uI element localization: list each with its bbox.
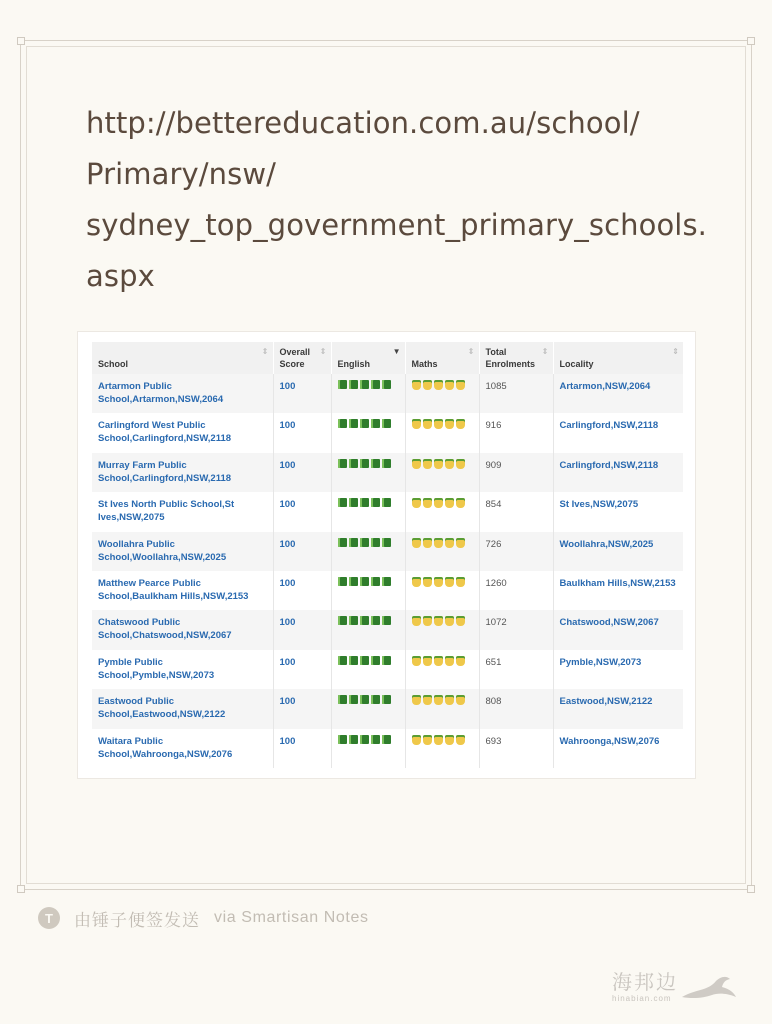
book-icon [338,577,347,586]
apple-icon [456,695,465,705]
book-icon [338,616,347,625]
school-cell[interactable] [92,610,273,649]
enrolments-cell [479,374,553,413]
book-icon [371,735,380,744]
score-cell-text: 100 [279,381,296,392]
apple-icon [456,419,465,429]
enrolments-cell [479,453,553,492]
header-locality[interactable] [553,342,683,374]
book-icon [349,616,358,625]
book-icon [382,538,391,547]
book-icon [360,498,369,507]
maths-rating [412,538,473,548]
enrolments-cell-text: 1260 [485,577,507,589]
maths-rating [412,459,473,469]
locality-cell-text[interactable]: Pymble,NSW,2073 [559,656,642,668]
enrolments-cell-text: 693 [485,735,502,747]
note-line: sydney_top_government_primary_schools. [86,208,707,242]
apple-icon [412,419,421,429]
school-cell[interactable] [92,492,273,531]
score-cell [273,571,331,610]
maths-rating [412,735,473,745]
score-cell [273,729,331,768]
frame-corner-bottom-right [747,885,755,893]
score-cell [273,492,331,531]
apple-icon [423,616,432,626]
score-cell-text: 100 [279,577,296,589]
locality-cell-text[interactable]: St Ives,NSW,2075 [559,499,639,511]
english-rating [338,735,399,744]
enrolments-cell-text: 909 [485,459,502,471]
english-rating-cell [331,689,405,728]
header-english[interactable] [331,342,405,374]
english-rating-cell [331,650,405,689]
maths-rating [412,498,473,508]
apple-icon [456,656,465,666]
school-cell[interactable] [92,532,273,571]
score-cell [273,453,331,492]
score-cell-text: 100 [279,538,296,550]
book-icon [349,498,358,507]
english-rating [338,419,399,428]
book-icon [360,656,369,665]
maths-rating-cell [405,610,479,649]
embedded-table-screenshot [78,332,695,778]
book-icon [382,380,391,389]
apple-icon [412,656,421,666]
apple-icon [412,380,421,390]
apple-icon [423,656,432,666]
school-cell-text[interactable]: Carlingford West Public School,Carlingford,NSW,2118 [98,420,232,445]
watermark-text [612,972,678,1004]
book-icon [371,459,380,468]
maths-rating-cell [405,374,479,413]
note-url-text [86,98,706,302]
apple-icon [434,538,443,548]
english-rating [338,695,399,704]
school-cell[interactable] [92,571,273,610]
table-row [92,729,683,768]
apple-icon [456,538,465,548]
book-icon [382,577,391,586]
english-rating-cell [331,610,405,649]
book-icon [338,419,347,428]
maths-rating-cell [405,729,479,768]
apple-icon [456,735,465,745]
score-cell-text: 100 [279,420,296,432]
maths-rating-cell [405,453,479,492]
maths-rating-cell [405,689,479,728]
header-total-enrolments[interactable] [479,342,553,374]
apple-icon [445,538,454,548]
header-overall-score[interactable] [273,342,331,374]
book-icon [360,380,369,389]
apple-icon [434,616,443,626]
table-row [92,453,683,492]
book-icon [349,380,358,389]
maths-rating [412,577,473,587]
enrolments-cell [479,413,553,452]
enrolments-cell-text: 916 [485,420,502,432]
header-maths[interactable] [405,342,479,374]
note-line: Primary/nsw/ [86,157,277,191]
apple-icon [434,498,443,508]
apple-icon [456,459,465,469]
book-icon [371,616,380,625]
enrolments-cell [479,610,553,649]
apple-icon [434,577,443,587]
score-cell-text: 100 [279,617,296,629]
apple-icon [445,419,454,429]
apple-icon [456,498,465,508]
book-icon [349,459,358,468]
enrolments-cell [479,492,553,531]
school-cell[interactable] [92,689,273,728]
locality-cell[interactable] [553,492,683,531]
apple-icon [445,656,454,666]
book-icon [371,419,380,428]
book-icon [371,577,380,586]
sort-icon: ⇕ [319,347,327,356]
table-row [92,571,683,610]
book-icon [382,656,391,665]
bird-logo-icon [678,971,738,1005]
apple-icon [412,735,421,745]
apple-icon [456,380,465,390]
locality-cell-text[interactable]: Eastwood,NSW,2122 [559,696,653,708]
header-total-enrolments-label: Total Enrolments [485,347,536,369]
locality-cell[interactable] [553,413,683,452]
apple-icon [412,538,421,548]
table-header-row [92,342,683,374]
book-icon [349,419,358,428]
english-rating [338,538,399,547]
enrolments-cell [479,689,553,728]
school-cell-text[interactable]: St Ives North Public School,St Ives,NSW,2075 [98,499,235,524]
schools-table [92,342,683,768]
score-cell-text: 100 [279,499,296,511]
locality-cell-text[interactable]: Chatswood,NSW,2067 [559,617,659,629]
apple-icon [412,577,421,587]
locality-cell[interactable] [553,571,683,610]
book-icon [360,616,369,625]
watermark-en: hinabian.com [612,994,672,1003]
apple-icon [423,577,432,587]
score-cell [273,689,331,728]
apple-icon [445,735,454,745]
locality-cell[interactable] [553,610,683,649]
school-cell-text[interactable]: Chatswood Public School,Chatswood,NSW,2067 [98,617,232,642]
locality-cell[interactable] [553,729,683,768]
note-line: aspx [86,259,155,293]
apple-icon [412,498,421,508]
enrolments-cell [479,571,553,610]
table-row [92,492,683,531]
maths-rating-cell [405,650,479,689]
header-school-label: School [98,359,129,369]
enrolments-cell [479,729,553,768]
table-body [92,374,683,768]
apple-icon [423,419,432,429]
school-cell-text[interactable]: Murray Farm Public School,Carlingford,NSW,2118 [98,459,232,484]
score-cell-text: 100 [279,735,296,747]
english-rating-cell [331,374,405,413]
header-locality-label: Locality [559,359,594,369]
apple-icon [445,459,454,469]
maths-rating [412,695,473,705]
footer-via-text: via Smartisan Notes [214,909,369,926]
book-icon [360,459,369,468]
apple-icon [456,616,465,626]
english-rating [338,498,399,507]
enrolments-cell [479,532,553,571]
book-icon [338,498,347,507]
book-icon [382,735,391,744]
maths-rating-cell [405,571,479,610]
score-cell [273,532,331,571]
score-cell-text: 100 [279,459,296,471]
school-cell-text[interactable]: Waitara Public School,Wahroonga,NSW,2076 [98,735,233,760]
book-icon [371,380,380,389]
table-row [92,374,683,413]
apple-icon [412,695,421,705]
table-row [92,610,683,649]
book-icon [349,695,358,704]
sort-descending-icon: ▼ [392,347,401,356]
maths-rating [412,380,473,390]
school-cell[interactable] [92,413,273,452]
score-cell [273,610,331,649]
locality-cell-text[interactable]: Wahroonga,NSW,2076 [559,735,660,747]
sort-icon: ⇕ [261,347,269,356]
apple-icon [445,577,454,587]
book-icon [360,538,369,547]
locality-cell-text[interactable]: Baulkham Hills,NSW,2153 [559,577,676,589]
table-row [92,413,683,452]
book-icon [360,695,369,704]
book-icon [349,735,358,744]
note-line: http://bettereducation.com.au/school/ [86,106,640,140]
school-cell-text[interactable]: Matthew Pearce Public School,Baulkham Hills,NSW,2153 [98,577,249,602]
score-cell-text: 100 [279,656,296,668]
english-rating-cell [331,413,405,452]
table-row [92,532,683,571]
apple-icon [434,695,443,705]
book-icon [338,695,347,704]
score-cell-text: 100 [279,696,296,708]
book-icon [371,695,380,704]
school-cell[interactable] [92,650,273,689]
maths-rating [412,419,473,429]
apple-icon [434,419,443,429]
footer-sent-from-text: 由锤子便签发送 [74,910,200,930]
locality-cell-text[interactable]: Carlingford,NSW,2118 [559,420,659,432]
apple-icon [456,577,465,587]
english-rating [338,577,399,586]
english-rating-cell [331,729,405,768]
book-icon [360,577,369,586]
book-icon [338,538,347,547]
locality-cell[interactable] [553,689,683,728]
apple-icon [434,380,443,390]
frame-corner-top-left [17,37,25,45]
enrolments-cell [479,650,553,689]
apple-icon [423,538,432,548]
maths-rating-cell [405,492,479,531]
school-cell-text[interactable]: Artarmon Public School,Artarmon,NSW,2064 [98,381,224,405]
apple-icon [434,735,443,745]
book-icon [338,459,347,468]
header-english-label: English [337,359,371,369]
watermark [612,968,738,1008]
book-icon [360,419,369,428]
score-cell [273,413,331,452]
school-cell-text[interactable]: Woollahra Public School,Woollahra,NSW,2025 [98,538,227,563]
locality-cell[interactable] [553,650,683,689]
footer [38,904,369,932]
locality-cell[interactable] [553,374,683,413]
book-icon [349,656,358,665]
english-rating [338,459,399,468]
header-school[interactable] [92,342,273,374]
apple-icon [412,459,421,469]
frame-corner-bottom-left [17,885,25,893]
apple-icon [423,380,432,390]
school-cell-text[interactable]: Pymble Public School,Pymble,NSW,2073 [98,656,215,681]
locality-cell[interactable] [553,532,683,571]
book-icon [382,459,391,468]
apple-icon [445,498,454,508]
english-rating [338,380,399,389]
book-icon [349,577,358,586]
locality-cell-text[interactable]: Artarmon,NSW,2064 [559,381,651,392]
header-maths-label: Maths [411,359,438,369]
maths-rating-cell [405,413,479,452]
apple-icon [445,616,454,626]
apple-icon [423,498,432,508]
book-icon [371,538,380,547]
book-icon [382,695,391,704]
book-icon [338,735,347,744]
locality-cell[interactable] [553,453,683,492]
english-rating-cell [331,492,405,531]
maths-rating-cell [405,532,479,571]
school-cell-text[interactable]: Eastwood Public School,Eastwood,NSW,2122 [98,696,226,721]
score-cell [273,374,331,413]
enrolments-cell-text: 726 [485,538,502,550]
book-icon [360,735,369,744]
score-cell [273,650,331,689]
apple-icon [423,459,432,469]
locality-cell-text[interactable]: Woollahra,NSW,2025 [559,538,654,550]
enrolments-cell-text: 1072 [485,617,507,629]
enrolments-cell-text: 651 [485,656,502,668]
english-rating-cell [331,571,405,610]
header-overall-score-label: Overall Score [279,347,311,369]
enrolments-cell-text: 854 [485,499,502,511]
locality-cell-text[interactable]: Carlingford,NSW,2118 [559,459,659,471]
english-rating-cell [331,532,405,571]
frame-corner-top-right [747,37,755,45]
book-icon [371,656,380,665]
school-cell[interactable] [92,374,273,413]
apple-icon [445,695,454,705]
sort-icon: ⇕ [467,347,475,356]
english-rating [338,616,399,625]
watermark-cn: 海邦边 [612,972,678,994]
sort-icon: ⇕ [672,347,679,356]
english-rating-cell [331,453,405,492]
book-icon [382,498,391,507]
sort-icon: ⇕ [541,347,549,356]
apple-icon [412,616,421,626]
table-row [92,689,683,728]
book-icon [371,498,380,507]
smartisan-logo-icon: T [38,907,60,929]
enrolments-cell-text: 1085 [485,381,507,392]
english-rating [338,656,399,665]
school-cell[interactable] [92,453,273,492]
maths-rating [412,656,473,666]
book-icon [382,419,391,428]
school-cell[interactable] [92,729,273,768]
apple-icon [434,656,443,666]
book-icon [349,538,358,547]
enrolments-cell-text: 808 [485,696,502,708]
table-row [92,650,683,689]
apple-icon [434,459,443,469]
apple-icon [423,695,432,705]
book-icon [338,380,347,389]
apple-icon [445,380,454,390]
book-icon [338,656,347,665]
maths-rating [412,616,473,626]
apple-icon [423,735,432,745]
book-icon [382,616,391,625]
